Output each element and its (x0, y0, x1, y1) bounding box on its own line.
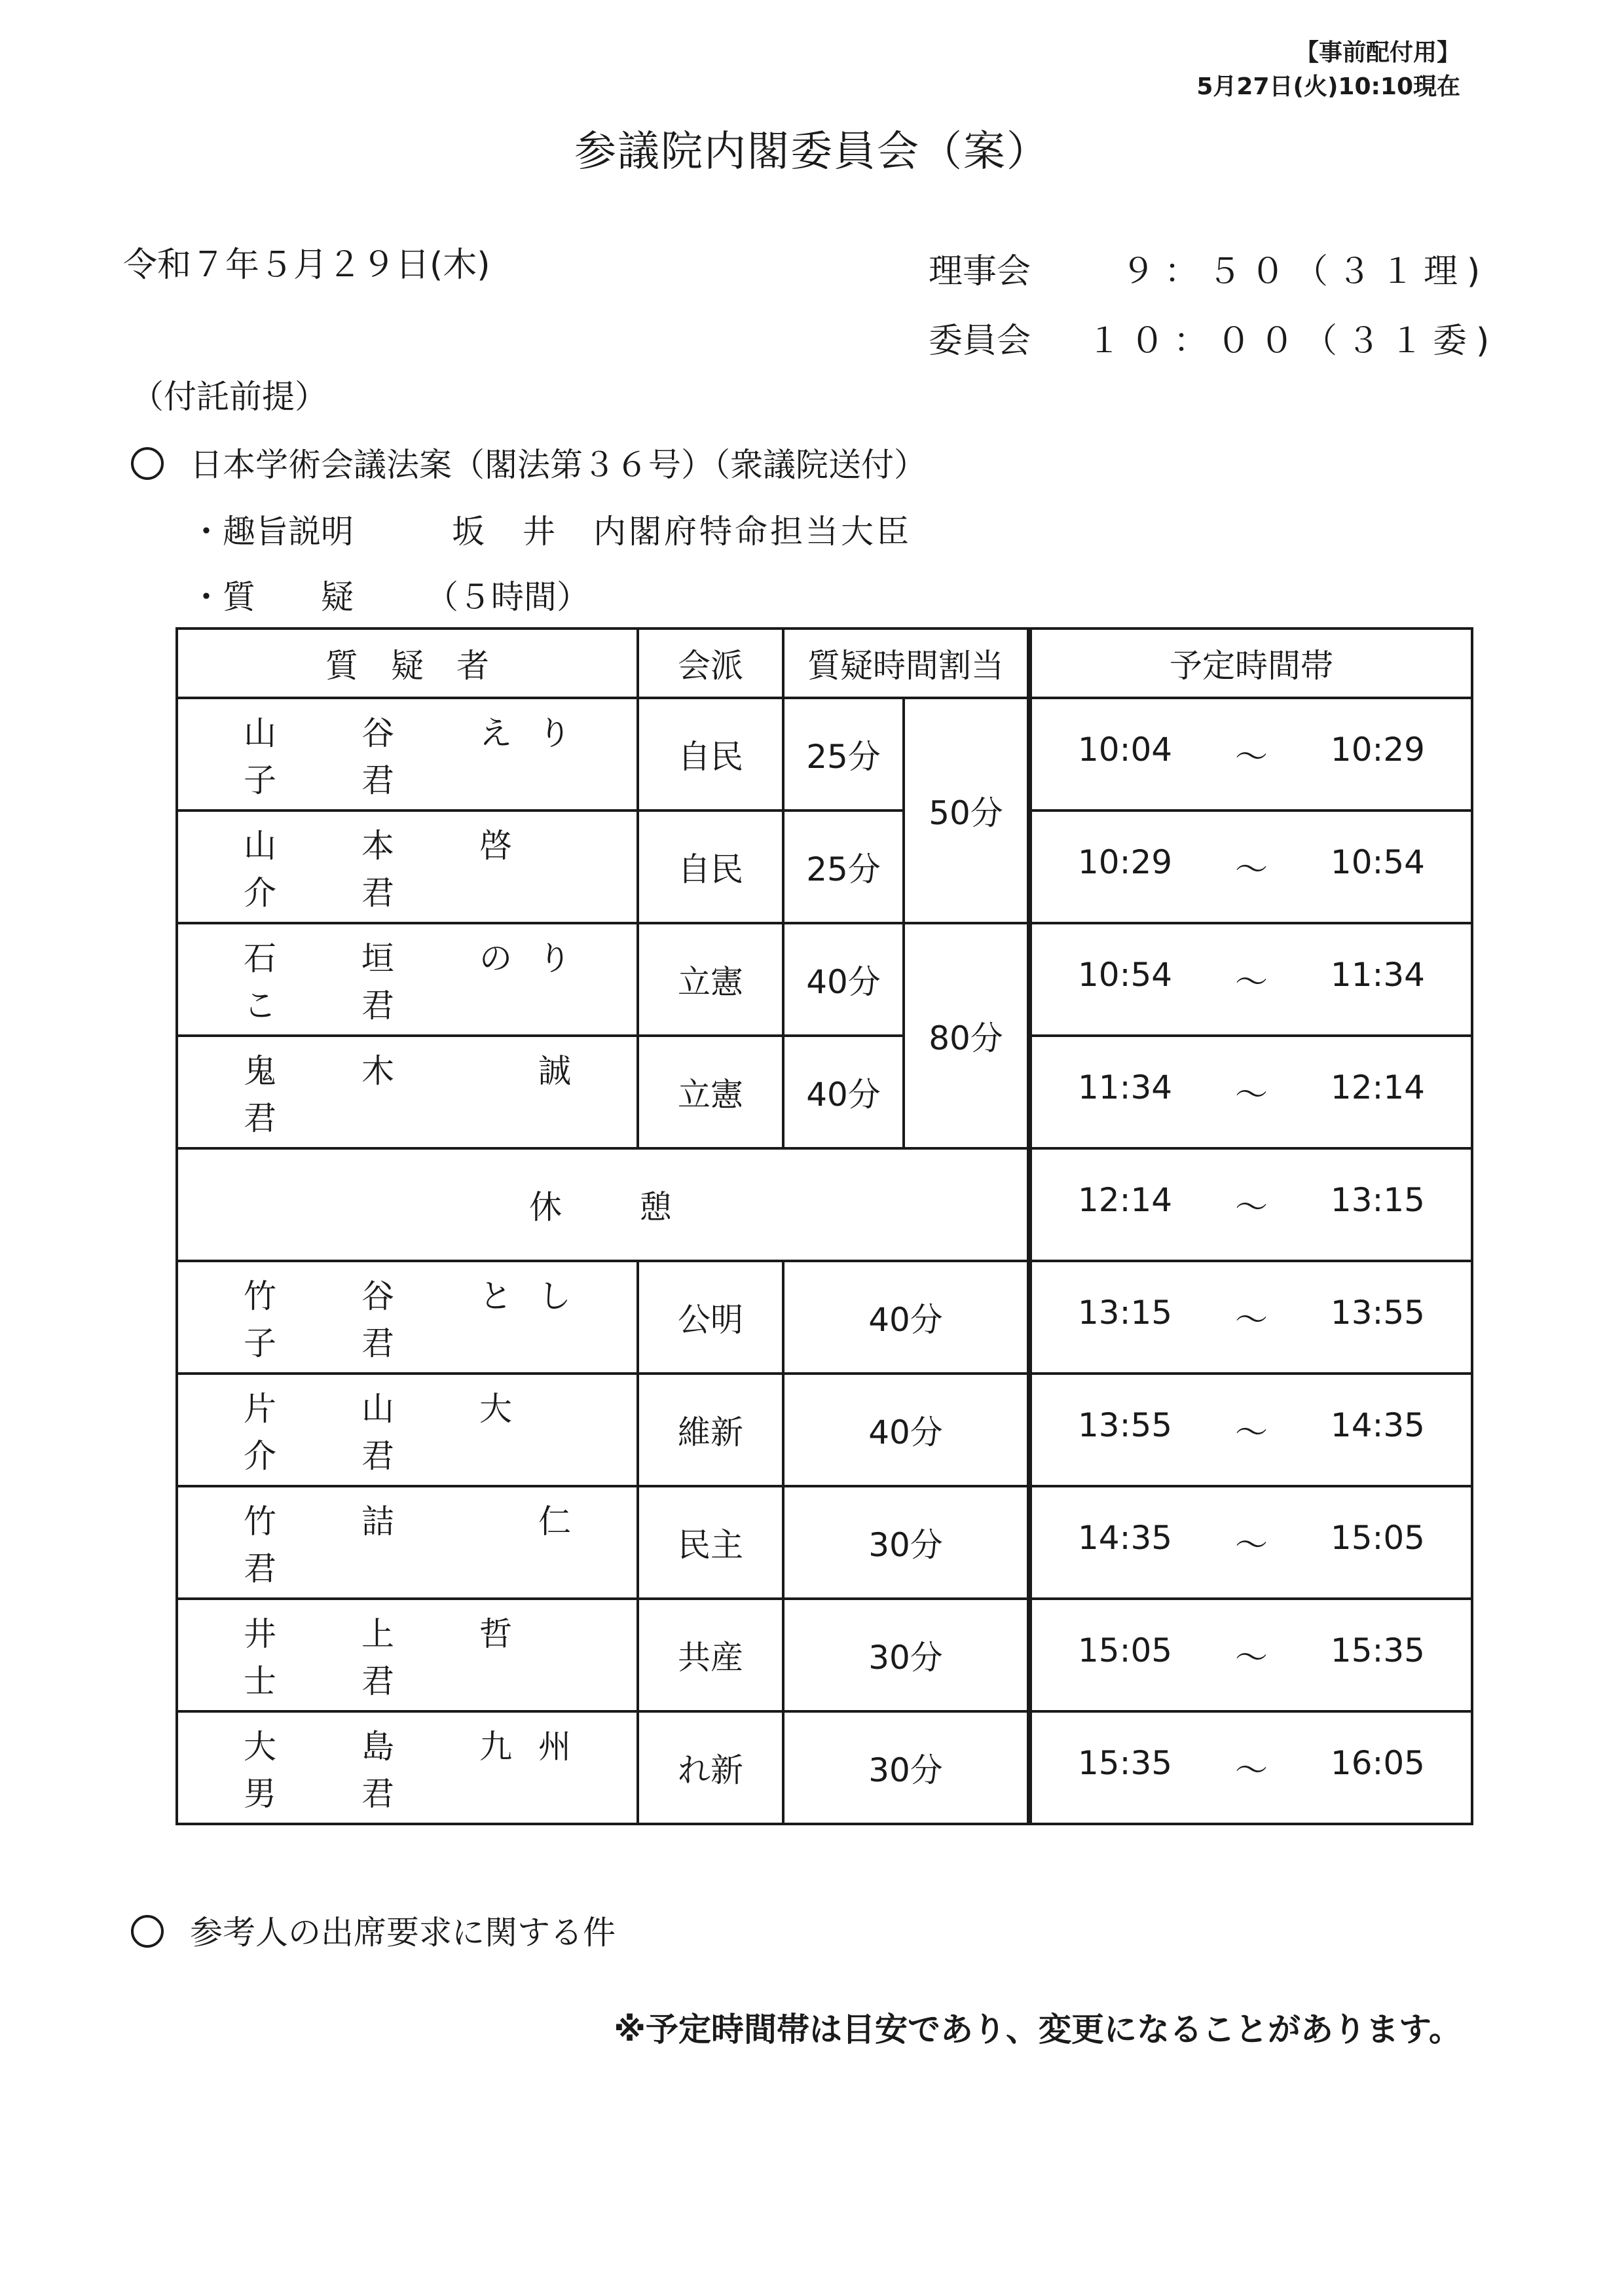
circle-bullet-icon (131, 447, 164, 480)
end-time: 15:35 (1330, 1631, 1425, 1669)
table-row (177, 1711, 1472, 1824)
meeting-date: 令和７年５月２９日(木) (123, 246, 490, 285)
scheduled-time (1029, 1711, 1472, 1824)
end-time: 15:05 (1330, 1519, 1425, 1557)
reference-witness-text: 参考人の出席要求に関する件 (190, 1914, 616, 1952)
table-row (177, 1374, 1472, 1486)
end-time: 13:15 (1330, 1181, 1425, 1219)
end-time: 11:34 (1330, 956, 1425, 994)
explanation-detail: 坂 井 内閣府特命担当大臣 (452, 513, 912, 551)
scheduled-time (1029, 698, 1472, 811)
start-time: 15:05 (1078, 1631, 1173, 1669)
table-row (177, 923, 1472, 1036)
party-name: 立憲 (638, 1036, 783, 1148)
time-allocation: 30分 (783, 1599, 1029, 1711)
end-time: 10:29 (1330, 731, 1425, 769)
group-allocation: 80分 (904, 923, 1029, 1148)
tilde: ～ (1235, 1751, 1268, 1789)
start-time: 10:04 (1078, 731, 1173, 769)
start-time: 12:14 (1078, 1181, 1173, 1219)
start-time: 15:35 (1078, 1744, 1173, 1782)
questioning-label: ・質 疑 (190, 578, 354, 616)
time-allocation: 30分 (783, 1711, 1029, 1824)
start-time: 10:54 (1078, 956, 1173, 994)
table-row (177, 1261, 1472, 1374)
start-time: 13:15 (1078, 1294, 1173, 1332)
end-time: 16:05 (1330, 1744, 1425, 1782)
schedule-label-board: 理事会 (929, 252, 1031, 291)
questioner-name: 山 本 啓 介 君 (177, 811, 638, 923)
end-time: 10:54 (1330, 843, 1425, 881)
party-name: 民主 (638, 1486, 783, 1599)
tilde: ～ (1235, 1526, 1268, 1564)
tilde: ～ (1235, 963, 1268, 1001)
party-name: 自民 (638, 811, 783, 923)
party-name: 自民 (638, 698, 783, 811)
table-row (177, 1036, 1472, 1148)
bill-title: 日本学術会議法案（閣法第３６号）（衆議院送付） (190, 446, 927, 484)
tilde: ～ (1235, 738, 1268, 776)
schedule-value-board: ９：５０（３１理) (1121, 252, 1490, 291)
time-allocation: 25分 (783, 698, 904, 811)
questioner-name: 石 垣 のりこ 君 (177, 923, 638, 1036)
updated-timestamp: 5月27日(火)10:10現在 (1196, 73, 1460, 100)
time-allocation: 40分 (783, 1374, 1029, 1486)
scheduled-time (1029, 1036, 1472, 1148)
scheduled-time (1029, 1599, 1472, 1711)
questioning-schedule-table (175, 627, 1473, 1825)
time-allocation: 40分 (783, 923, 904, 1036)
questioner-name: 竹 谷 とし子 君 (177, 1261, 638, 1374)
start-time: 13:55 (1078, 1406, 1173, 1444)
questioner-name: 山 谷 えり子 君 (177, 698, 638, 811)
page-title: 参議院内閣委員会（案） (574, 128, 1050, 176)
questioner-name: 鬼 木 誠 君 (177, 1036, 638, 1148)
end-time: 13:55 (1330, 1294, 1425, 1332)
start-time: 10:29 (1078, 843, 1173, 881)
header-scheduled-time: 予定時間帯 (1029, 629, 1472, 698)
header-questioner: 質 疑 者 (177, 629, 638, 698)
questioner-name: 片 山 大 介 君 (177, 1374, 638, 1486)
time-allocation: 40分 (783, 1261, 1029, 1374)
party-name: れ新 (638, 1711, 783, 1824)
scheduled-time (1029, 1374, 1472, 1486)
schedule-label-committee: 委員会 (929, 321, 1031, 361)
time-allocation: 40分 (783, 1036, 904, 1148)
party-name: 公明 (638, 1261, 783, 1374)
scheduled-time (1029, 1486, 1472, 1599)
end-time: 12:14 (1330, 1068, 1425, 1106)
premise-note: （付託前提） (131, 378, 327, 416)
table-row (177, 698, 1472, 811)
explanation-label: ・趣旨説明 (190, 513, 354, 551)
header-time-allocation: 質疑時間割当 (783, 629, 1029, 698)
tilde: ～ (1235, 850, 1268, 888)
schedule-value-committee: １０：００（３１委) (1087, 321, 1499, 361)
schedule-disclaimer: ※予定時間帯は目安であり、変更になることがあります。 (614, 2011, 1462, 2049)
tilde: ～ (1235, 1639, 1268, 1677)
circle-bullet-icon (131, 1915, 164, 1948)
time-allocation: 30分 (783, 1486, 1029, 1599)
tilde: ～ (1235, 1076, 1268, 1114)
start-time: 14:35 (1078, 1519, 1173, 1557)
time-allocation: 25分 (783, 811, 904, 923)
break-label: 休 憩 (177, 1148, 1029, 1261)
bill-item (131, 439, 927, 486)
party-name: 維新 (638, 1374, 783, 1486)
table-row (177, 811, 1472, 923)
party-name: 立憲 (638, 923, 783, 1036)
table-row-break (177, 1148, 1472, 1261)
questioning-detail: （５時間） (426, 578, 589, 616)
header-party: 会派 (638, 629, 783, 698)
scheduled-time (1029, 1261, 1472, 1374)
group-allocation: 50分 (904, 698, 1029, 923)
scheduled-time (1029, 923, 1472, 1036)
tilde: ～ (1235, 1188, 1268, 1226)
table-row (177, 1486, 1472, 1599)
questioner-name: 井 上 哲 士 君 (177, 1599, 638, 1711)
party-name: 共産 (638, 1599, 783, 1711)
tilde: ～ (1235, 1413, 1268, 1451)
questioner-name: 竹 詰 仁 君 (177, 1486, 638, 1599)
start-time: 11:34 (1078, 1068, 1173, 1106)
header-tag: 【事前配付用】 (1295, 39, 1460, 66)
end-time: 14:35 (1330, 1406, 1425, 1444)
questioner-name: 大 島 九州男 君 (177, 1711, 638, 1824)
scheduled-time (1029, 811, 1472, 923)
table-row (177, 1599, 1472, 1711)
reference-witness-item (131, 1906, 616, 1954)
scheduled-time (1029, 1148, 1472, 1261)
table-header-row (177, 629, 1472, 698)
tilde: ～ (1235, 1301, 1268, 1339)
